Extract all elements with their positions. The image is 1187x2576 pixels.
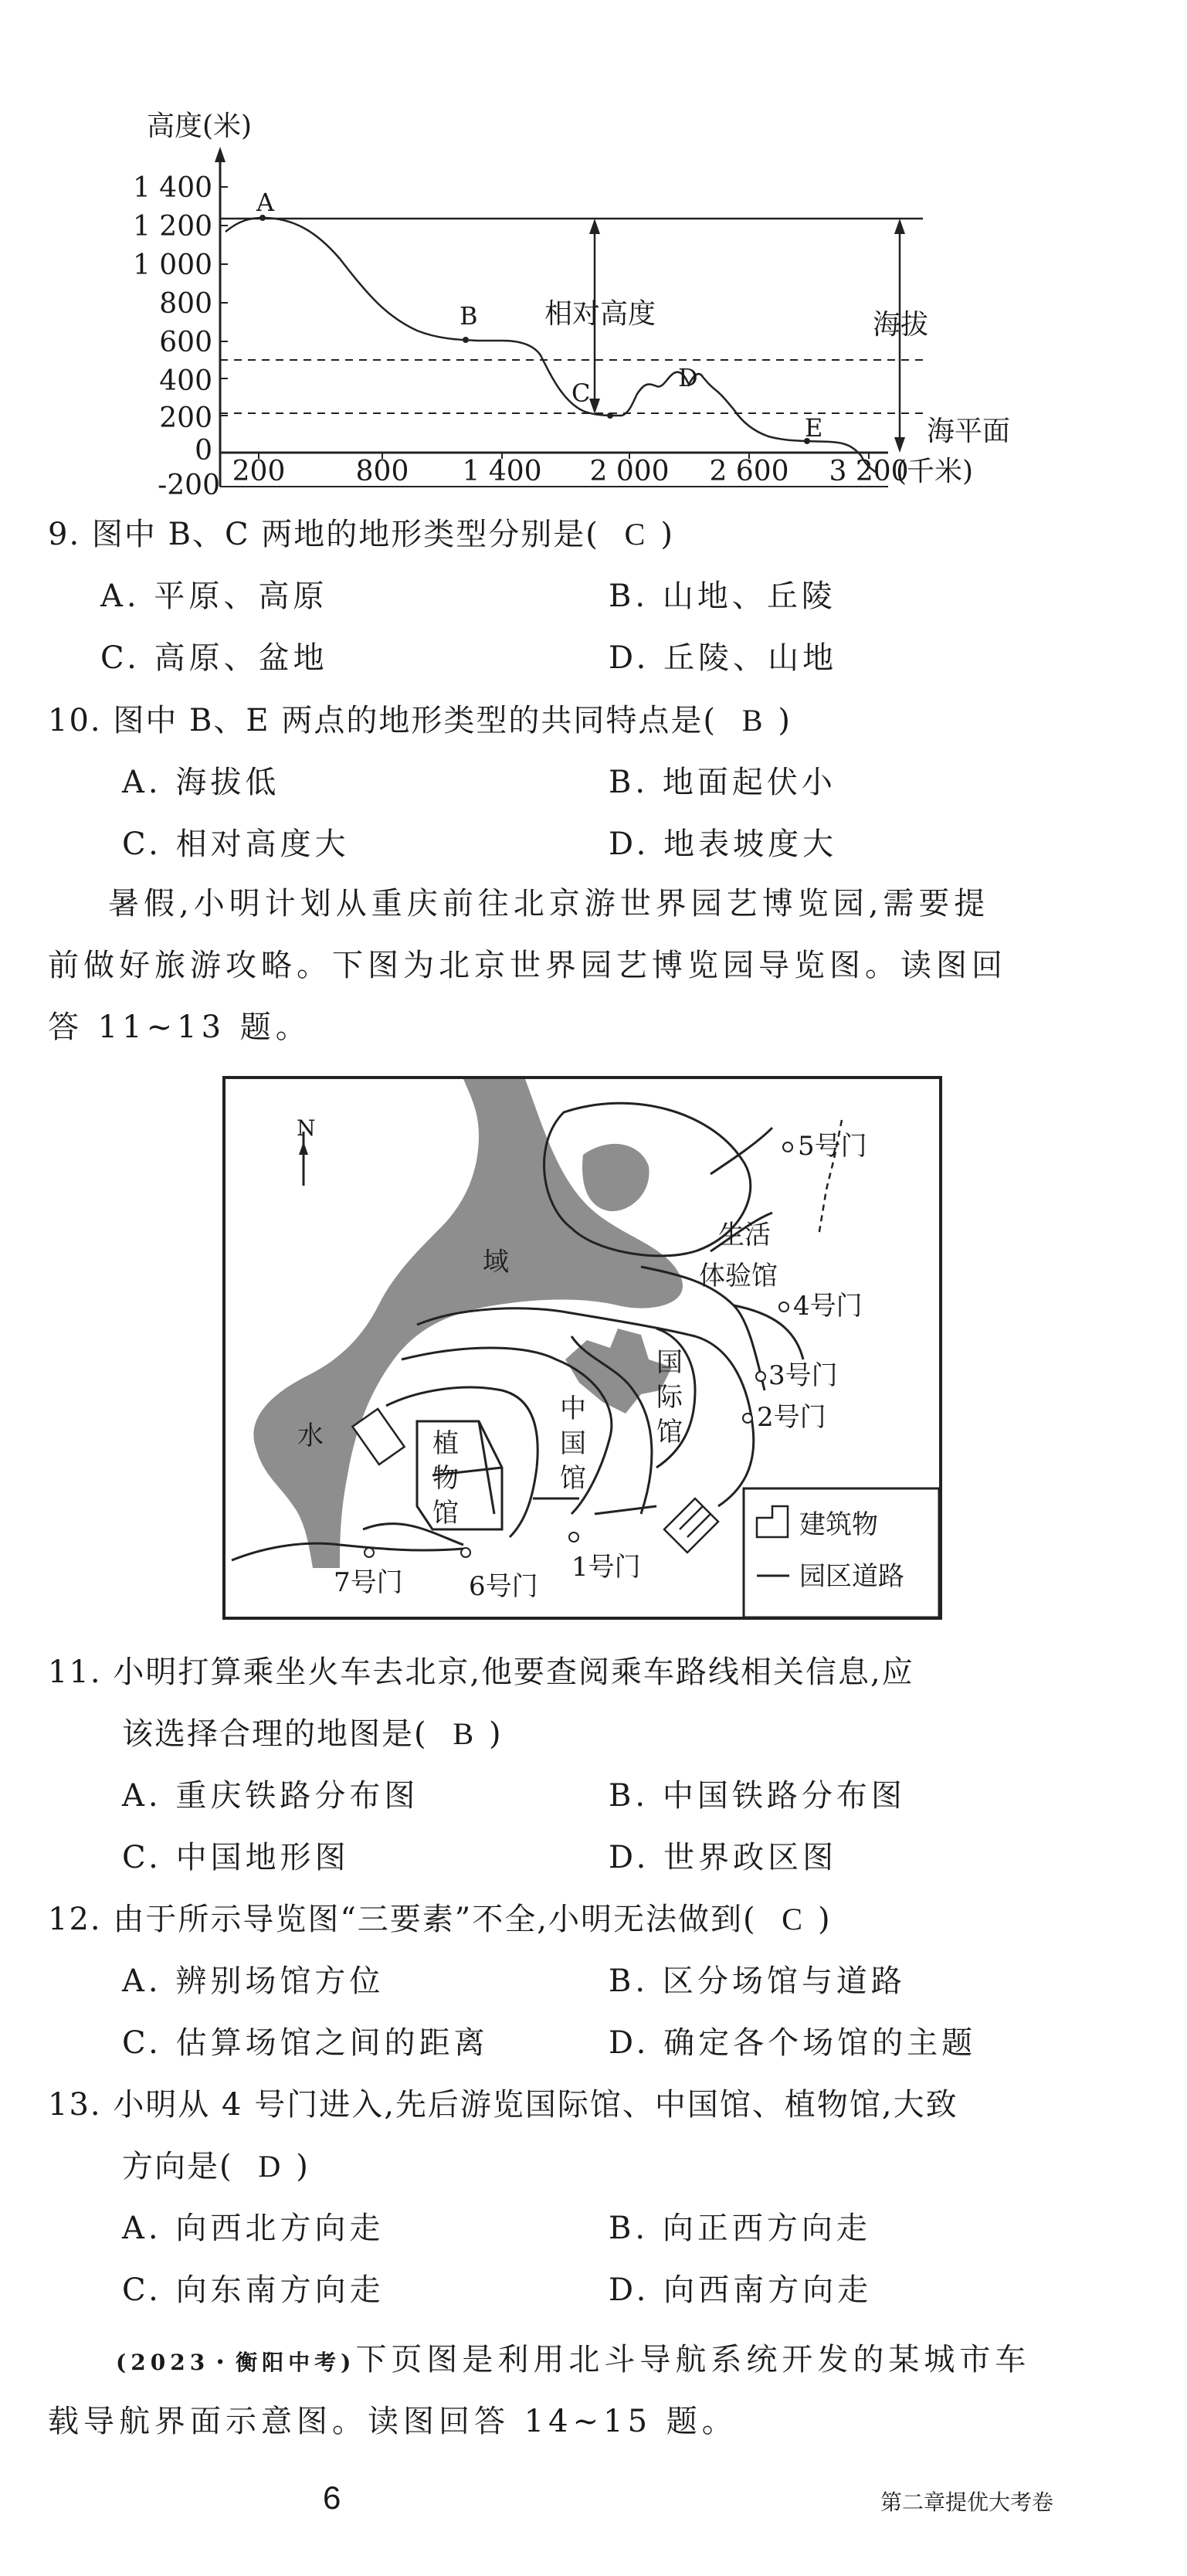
q9-stem-text: 9. 图中 B、C 两地的地形类型分别是( — [48, 517, 599, 552]
q13-stem-text: 方向是( — [122, 2149, 233, 2184]
altitude-label: 海拔 — [873, 309, 929, 341]
y-tick-400: 400 — [159, 365, 212, 397]
gate-4-label: 4号门 — [793, 1291, 863, 1322]
q11-option-a: A. 重庆铁路分布图 — [122, 1778, 419, 1814]
x-tick-1400: 1 400 — [462, 456, 542, 487]
intl-hall-char-2: 际 — [656, 1382, 683, 1413]
q11-option-b: B. 中国铁路分布图 — [609, 1778, 906, 1814]
x-tick-800: 800 — [355, 456, 409, 487]
point-B: B — [460, 301, 478, 331]
passage2-line1-text: 下页图是利用北斗导航系统开发的某城市车 — [355, 2342, 1031, 2377]
x-tick-200: 200 — [232, 456, 286, 487]
passage1-line2: 前做好旅游攻略。下图为北京世界园艺博览园导览图。读图回 — [48, 948, 1007, 983]
q11-option-d: D. 世界政区图 — [609, 1840, 838, 1875]
y-tick-600: 600 — [159, 327, 212, 358]
point-D: D — [678, 363, 698, 392]
q13-stem-line1: 13. 小明从 4 号门进入,先后游览国际馆、中国馆、植物馆,大致 — [48, 2087, 958, 2123]
plant-hall-char-2: 物 — [432, 1463, 459, 1494]
q10-answer: B — [741, 703, 765, 738]
y-tick-neg200: -200 — [158, 470, 220, 501]
terrain-curve — [226, 218, 877, 473]
q13-answer: D — [258, 2149, 283, 2184]
q13-option-c: C. 向东南方向走 — [122, 2272, 385, 2308]
y-axis-arrow — [215, 147, 226, 162]
gate-5-label: 5号门 — [798, 1131, 867, 1162]
x-tick-labels — [232, 456, 909, 487]
y-tick-800: 800 — [159, 288, 212, 320]
q13-option-b: B. 向正西方向走 — [609, 2211, 871, 2246]
point-E: E — [805, 413, 823, 443]
q12-option-b: B. 区分场馆与道路 — [609, 1963, 906, 1999]
passage1-line1: 暑假,小明计划从重庆前往北京游世界园艺博览园,需要提 — [108, 886, 990, 921]
q12-option-c: C. 估算场馆之间的距离 — [122, 2025, 489, 2061]
page-number: 6 — [323, 2479, 341, 2516]
water-label-char-2: 域 — [483, 1247, 509, 1278]
x-tick-2600: 2 600 — [709, 456, 789, 487]
q9-option-c: C. 高原、盆地 — [100, 640, 328, 676]
north-label: N — [297, 1115, 316, 1141]
china-hall-char-1: 中 — [560, 1393, 586, 1424]
gate-6-label: 6号门 — [469, 1571, 538, 1602]
legend-road-label: 园区道路 — [799, 1561, 904, 1592]
plant-hall-char-1: 植 — [432, 1428, 459, 1459]
intl-hall-char-1: 国 — [656, 1347, 683, 1378]
y-tick-0: 0 — [195, 435, 212, 467]
legend-building-label: 建筑物 — [799, 1509, 878, 1540]
gate-7-label: 7号门 — [334, 1567, 403, 1598]
q10-option-c: C. 相对高度大 — [122, 826, 350, 862]
passage2-line1 — [116, 2329, 1030, 2394]
q11-close: ) — [489, 1716, 503, 1752]
q10-option-a: A. 海拔低 — [122, 765, 280, 800]
sea-level-label: 海平面 — [927, 416, 1011, 447]
q12-option-a: A. 辨别场馆方位 — [122, 1963, 385, 1999]
point-labels — [256, 188, 822, 443]
q10-option-b: B. 地面起伏小 — [609, 765, 836, 800]
q12-close: ) — [817, 1902, 832, 1937]
map-legend — [744, 1488, 939, 1617]
gate-2-label: 2号门 — [757, 1402, 826, 1433]
q10-option-d: D. 地表坡度大 — [609, 826, 838, 862]
q12-answer: C — [782, 1902, 804, 1936]
y-tick-1200: 1 200 — [132, 211, 212, 243]
q10-close: ) — [778, 703, 792, 738]
q11-stem-line1: 11. 小明打算乘坐火车去北京,他要查阅乘车路线相关信息,应 — [48, 1655, 914, 1690]
x-tick-2000: 2 000 — [589, 456, 670, 487]
q9-stem — [48, 511, 674, 558]
passage2-source: (2023・衡阳中考) — [116, 2350, 356, 2375]
park-guide-map — [0, 1066, 1187, 1638]
y-axis-label: 高度(米) — [147, 110, 253, 142]
life-hall-label-2: 体验馆 — [699, 1261, 778, 1291]
point-A: A — [256, 188, 275, 217]
q13-option-d: D. 向西南方向走 — [609, 2272, 873, 2308]
q13-close: ) — [296, 2149, 310, 2184]
intl-hall-char-3: 馆 — [656, 1417, 683, 1448]
y-tick-labels — [133, 172, 220, 501]
q9-answer: C — [624, 517, 647, 552]
q11-option-c: C. 中国地形图 — [122, 1840, 350, 1875]
terrain-profile-figure — [0, 0, 1187, 502]
plant-hall-char-3: 馆 — [432, 1498, 459, 1529]
q10-stem-text: 10. 图中 B、E 两点的地形类型的共同特点是( — [48, 703, 717, 738]
gate-3-label: 3号门 — [768, 1360, 838, 1391]
x-tick-3200: 3 200 — [829, 456, 909, 487]
y-tick-1400: 1 400 — [132, 172, 212, 204]
q9-option-a: A. 平原、高原 — [100, 579, 328, 614]
china-hall-char-3: 馆 — [560, 1463, 586, 1494]
q9-option-b: B. 山地、丘陵 — [609, 579, 836, 614]
point-C: C — [571, 378, 591, 408]
water-label-char-1: 水 — [297, 1420, 324, 1451]
relative-height-label: 相对高度 — [544, 298, 656, 330]
q12-stem — [48, 1896, 832, 1943]
passage1-line3: 答 11~13 题。 — [48, 1010, 311, 1045]
china-hall-char-2: 国 — [560, 1428, 586, 1459]
q12-option-d: D. 确定各个场馆的主题 — [609, 2025, 977, 2061]
q11-answer: B — [453, 1716, 476, 1751]
q12-stem-text: 12. 由于所示导览图“三要素”不全,小明无法做到( — [48, 1902, 757, 1937]
q9-close: ) — [660, 517, 674, 552]
q10-stem — [48, 697, 792, 744]
y-tick-1000: 1 000 — [132, 249, 212, 281]
x-axis-unit: (千米) — [896, 456, 974, 487]
q9-option-d: D. 丘陵、山地 — [609, 640, 838, 676]
q13-option-a: A. 向西北方向走 — [122, 2211, 385, 2246]
q11-stem-text: 该选择合理的地图是( — [122, 1716, 428, 1752]
y-tick-200: 200 — [159, 402, 212, 434]
q11-stem-line2 — [122, 1711, 503, 1757]
passage2-line2: 载导航界面示意图。读图回答 14~15 题。 — [48, 2404, 738, 2439]
q13-stem-line2 — [122, 2143, 310, 2190]
gate-1-label: 1号门 — [571, 1552, 641, 1583]
life-hall-label-1: 生活 — [718, 1220, 771, 1251]
chapter-footer: 第二章提优大考卷 — [880, 2489, 1054, 2515]
